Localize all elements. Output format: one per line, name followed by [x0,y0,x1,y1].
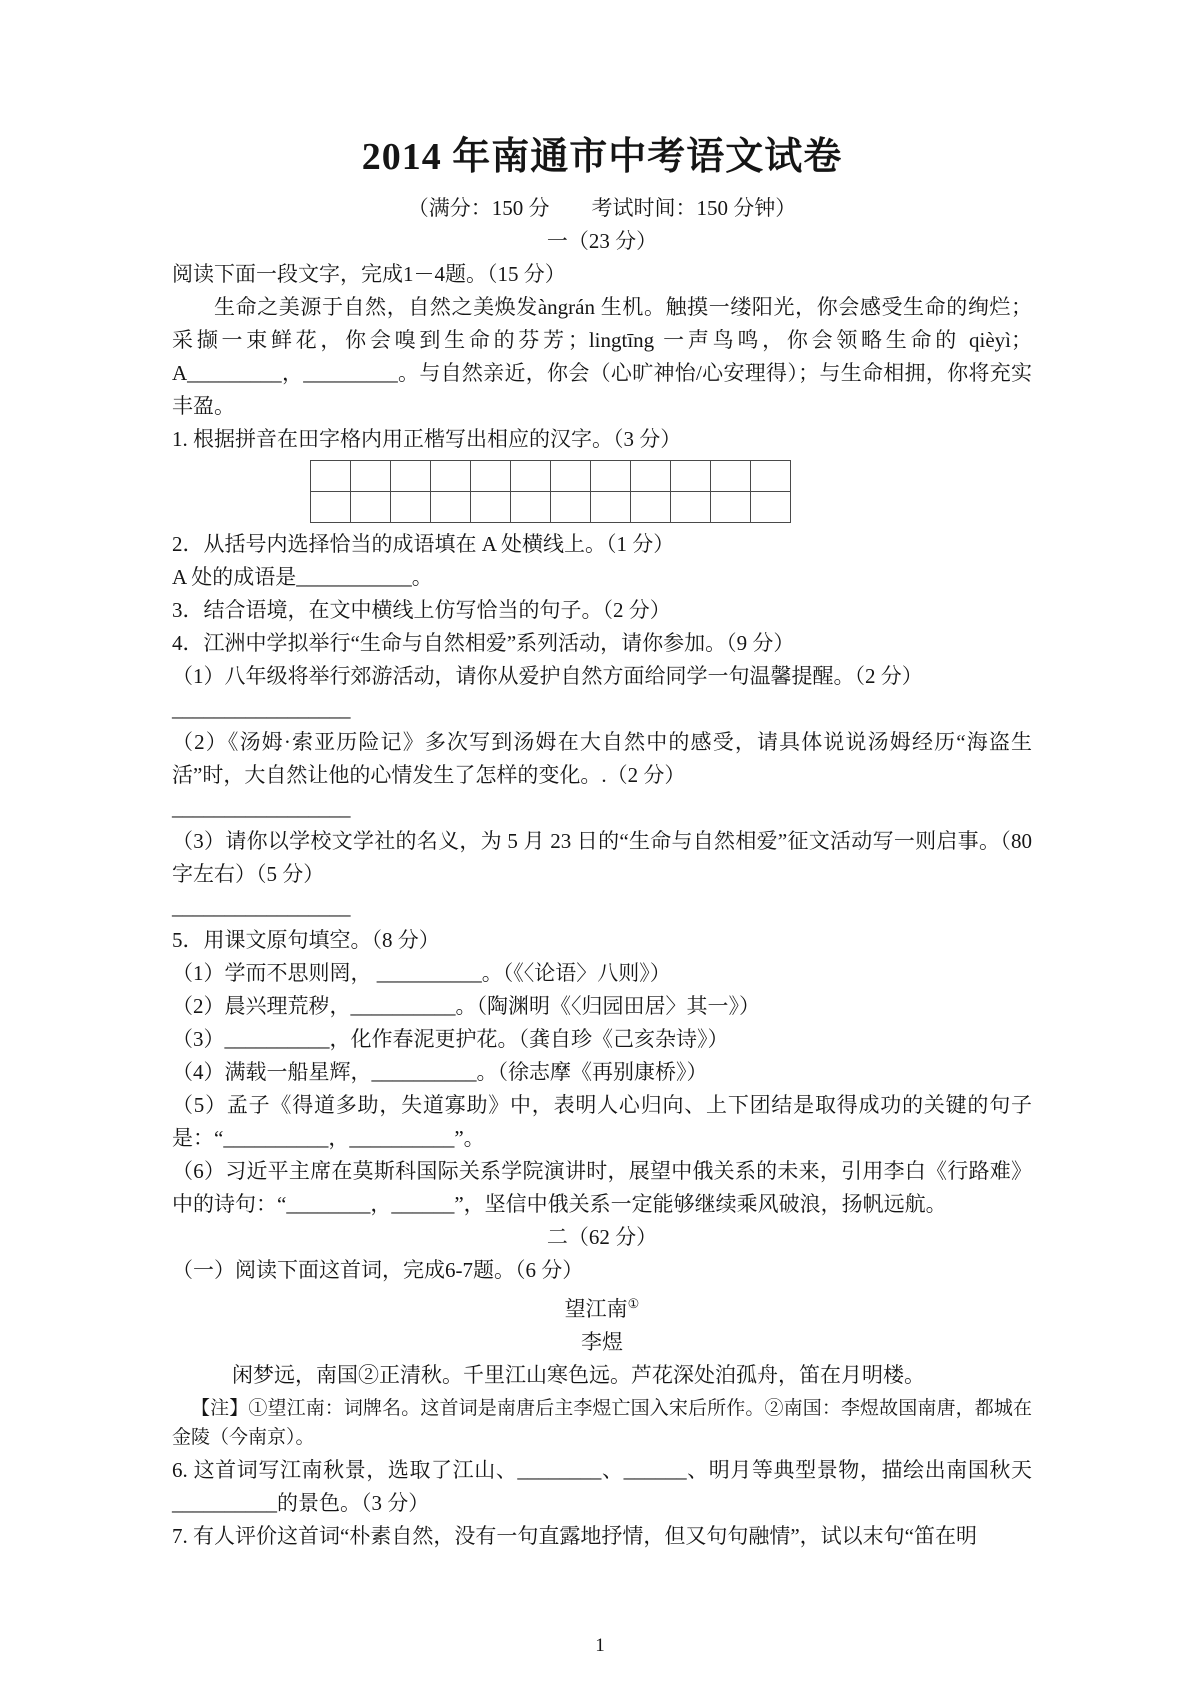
question-5-item-5: （5）孟子《得道多助，失道寡助》中，表明人心归向、上下团结是取得成功的关键的句子是：“__________，__________”。 [172,1093,1032,1150]
grid-cell [591,492,631,523]
grid-cell [311,461,351,492]
grid-cell [591,461,631,492]
section-one-header: 一（23 分） [546,229,658,253]
grid-cell [551,461,591,492]
section-one-intro: 阅读下面一段文字，完成1－4题。（15 分） [172,262,566,286]
grid-cell [391,492,431,523]
part-one-intro: （一）阅读下面这首词，完成6-7题。（6 分） [172,1258,584,1282]
question-4-1: （1）八年级将举行郊游活动，请你从爱护自然方面给同学一句温馨提醒。（2 分） [172,664,923,688]
grid-cell [351,492,391,523]
exam-meta: （满分：150 分 考试时间：150 分钟） [407,196,797,220]
footnote-ref-1: ① [627,1296,640,1311]
poem-author: 李煜 [581,1330,623,1354]
question-6: 6. 这首词写江南秋景，选取了江山、________、______、明月等典型景物，描绘出南国秋天__________的景色。（3 分） [172,1458,1032,1515]
grid-cell [711,492,751,523]
page-number: 1 [595,1635,605,1656]
poem-text: 闲梦远，南国②正清秋。千里江山寒色远。芦花深处泊孤舟，笛在月明楼。 [232,1363,925,1387]
grid-cell [471,492,511,523]
grid-cell [431,492,471,523]
question-5: 5．用课文原句填空。（8 分） [172,928,440,952]
question-2: 2．从括号内选择恰当的成语填在 A 处横线上。（1 分） [172,532,675,556]
question-5-item-2: （2）晨兴理荒秽，__________。（陶渊明《〈归园田居〉其一》） [172,994,760,1018]
grid-cell [631,492,671,523]
question-3: 3．结合语境，在文中横线上仿写恰当的句子。（2 分） [172,598,671,622]
grid-cell [671,461,711,492]
section-two-header: 二（62 分） [546,1225,658,1249]
grid-cell [431,461,471,492]
pinyin-grid [310,460,791,523]
question-5-item-6: （6）习近平主席在莫斯科国际关系学院演讲时，展望中俄关系的未来，引用李白《行路难》中的诗句：“________，______”，坚信中俄关系一定能够继续乘风破浪，扬帆远航。 [172,1159,1032,1216]
grid-cell [511,461,551,492]
answer-blank-2: _________________ [172,796,351,820]
grid-cell [351,461,391,492]
grid-cell [311,492,351,523]
poem-note: 【注】①望江南：词牌名。这首词是南唐后主李煜亡国入宋后所作。②南国：李煜故国南唐，都城在金陵（今南京）。 [172,1398,1032,1448]
question-5-item-1: （1）学而不思则罔， __________。（《〈论语〉八则》） [172,961,671,985]
grid-cell [711,461,751,492]
pinyin-grid-wrap [310,460,1032,523]
question-5-item-4: （4）满载一船星辉，__________。（徐志摩《再别康桥》） [172,1060,708,1084]
question-1: 1. 根据拼音在田字格内用正楷写出相应的汉字。（3 分） [172,427,682,451]
grid-cell [631,461,671,492]
grid-cell [551,492,591,523]
reading-passage: 生命之美源于自然，自然之美焕发àngrán 生机。触摸一缕阳光，你会感受生命的绚烂；采撷一束鲜花，你会嗅到生命的芬芳；lingtīng 一声鸟鸣，你会领略生命的 qièyì；A_________，_________。与自然亲近，你会（心旷神怡/心安理得）；与生命相拥，你将充实丰盈。 [172,295,1032,418]
question-4-2: （2）《汤姆·索亚历险记》多次写到汤姆在大自然中的感受，请具体说说汤姆经历“海盗生活”时，大自然让他的心情发生了怎样的变化。.（2 分） [172,730,1032,787]
grid-cell [751,461,791,492]
question-4: 4．江洲中学拟举行“生命与自然相爱”系列活动，请你参加。（9 分） [172,631,795,655]
grid-cell [671,492,711,523]
question-2-answer-line: A 处的成语是___________。 [172,565,433,589]
grid-cell [511,492,551,523]
poem-title [172,1287,1032,1326]
page-title: 2014 年南通市中考语文试卷 [361,136,843,178]
grid-cell [471,461,511,492]
question-5-item-3: （3）__________，化作春泥更护花。（龚自珍《己亥杂诗》） [172,1027,729,1051]
question-4-3: （3）请你以学校文学社的名义，为 5 月 23 日的“生命与自然相爱”征文活动写一则启事。（80 字左右）（5 分） [172,829,1032,886]
answer-blank-1: _________________ [172,697,351,721]
question-7: 7. 有人评价这首词“朴素自然，没有一句直露地抒情，但又句句融情”，试以末句“笛在明 [172,1524,977,1548]
grid-cell [391,461,431,492]
answer-blank-3: _________________ [172,895,351,919]
grid-cell [751,492,791,523]
poem-title-text: 望江南 [564,1297,628,1321]
